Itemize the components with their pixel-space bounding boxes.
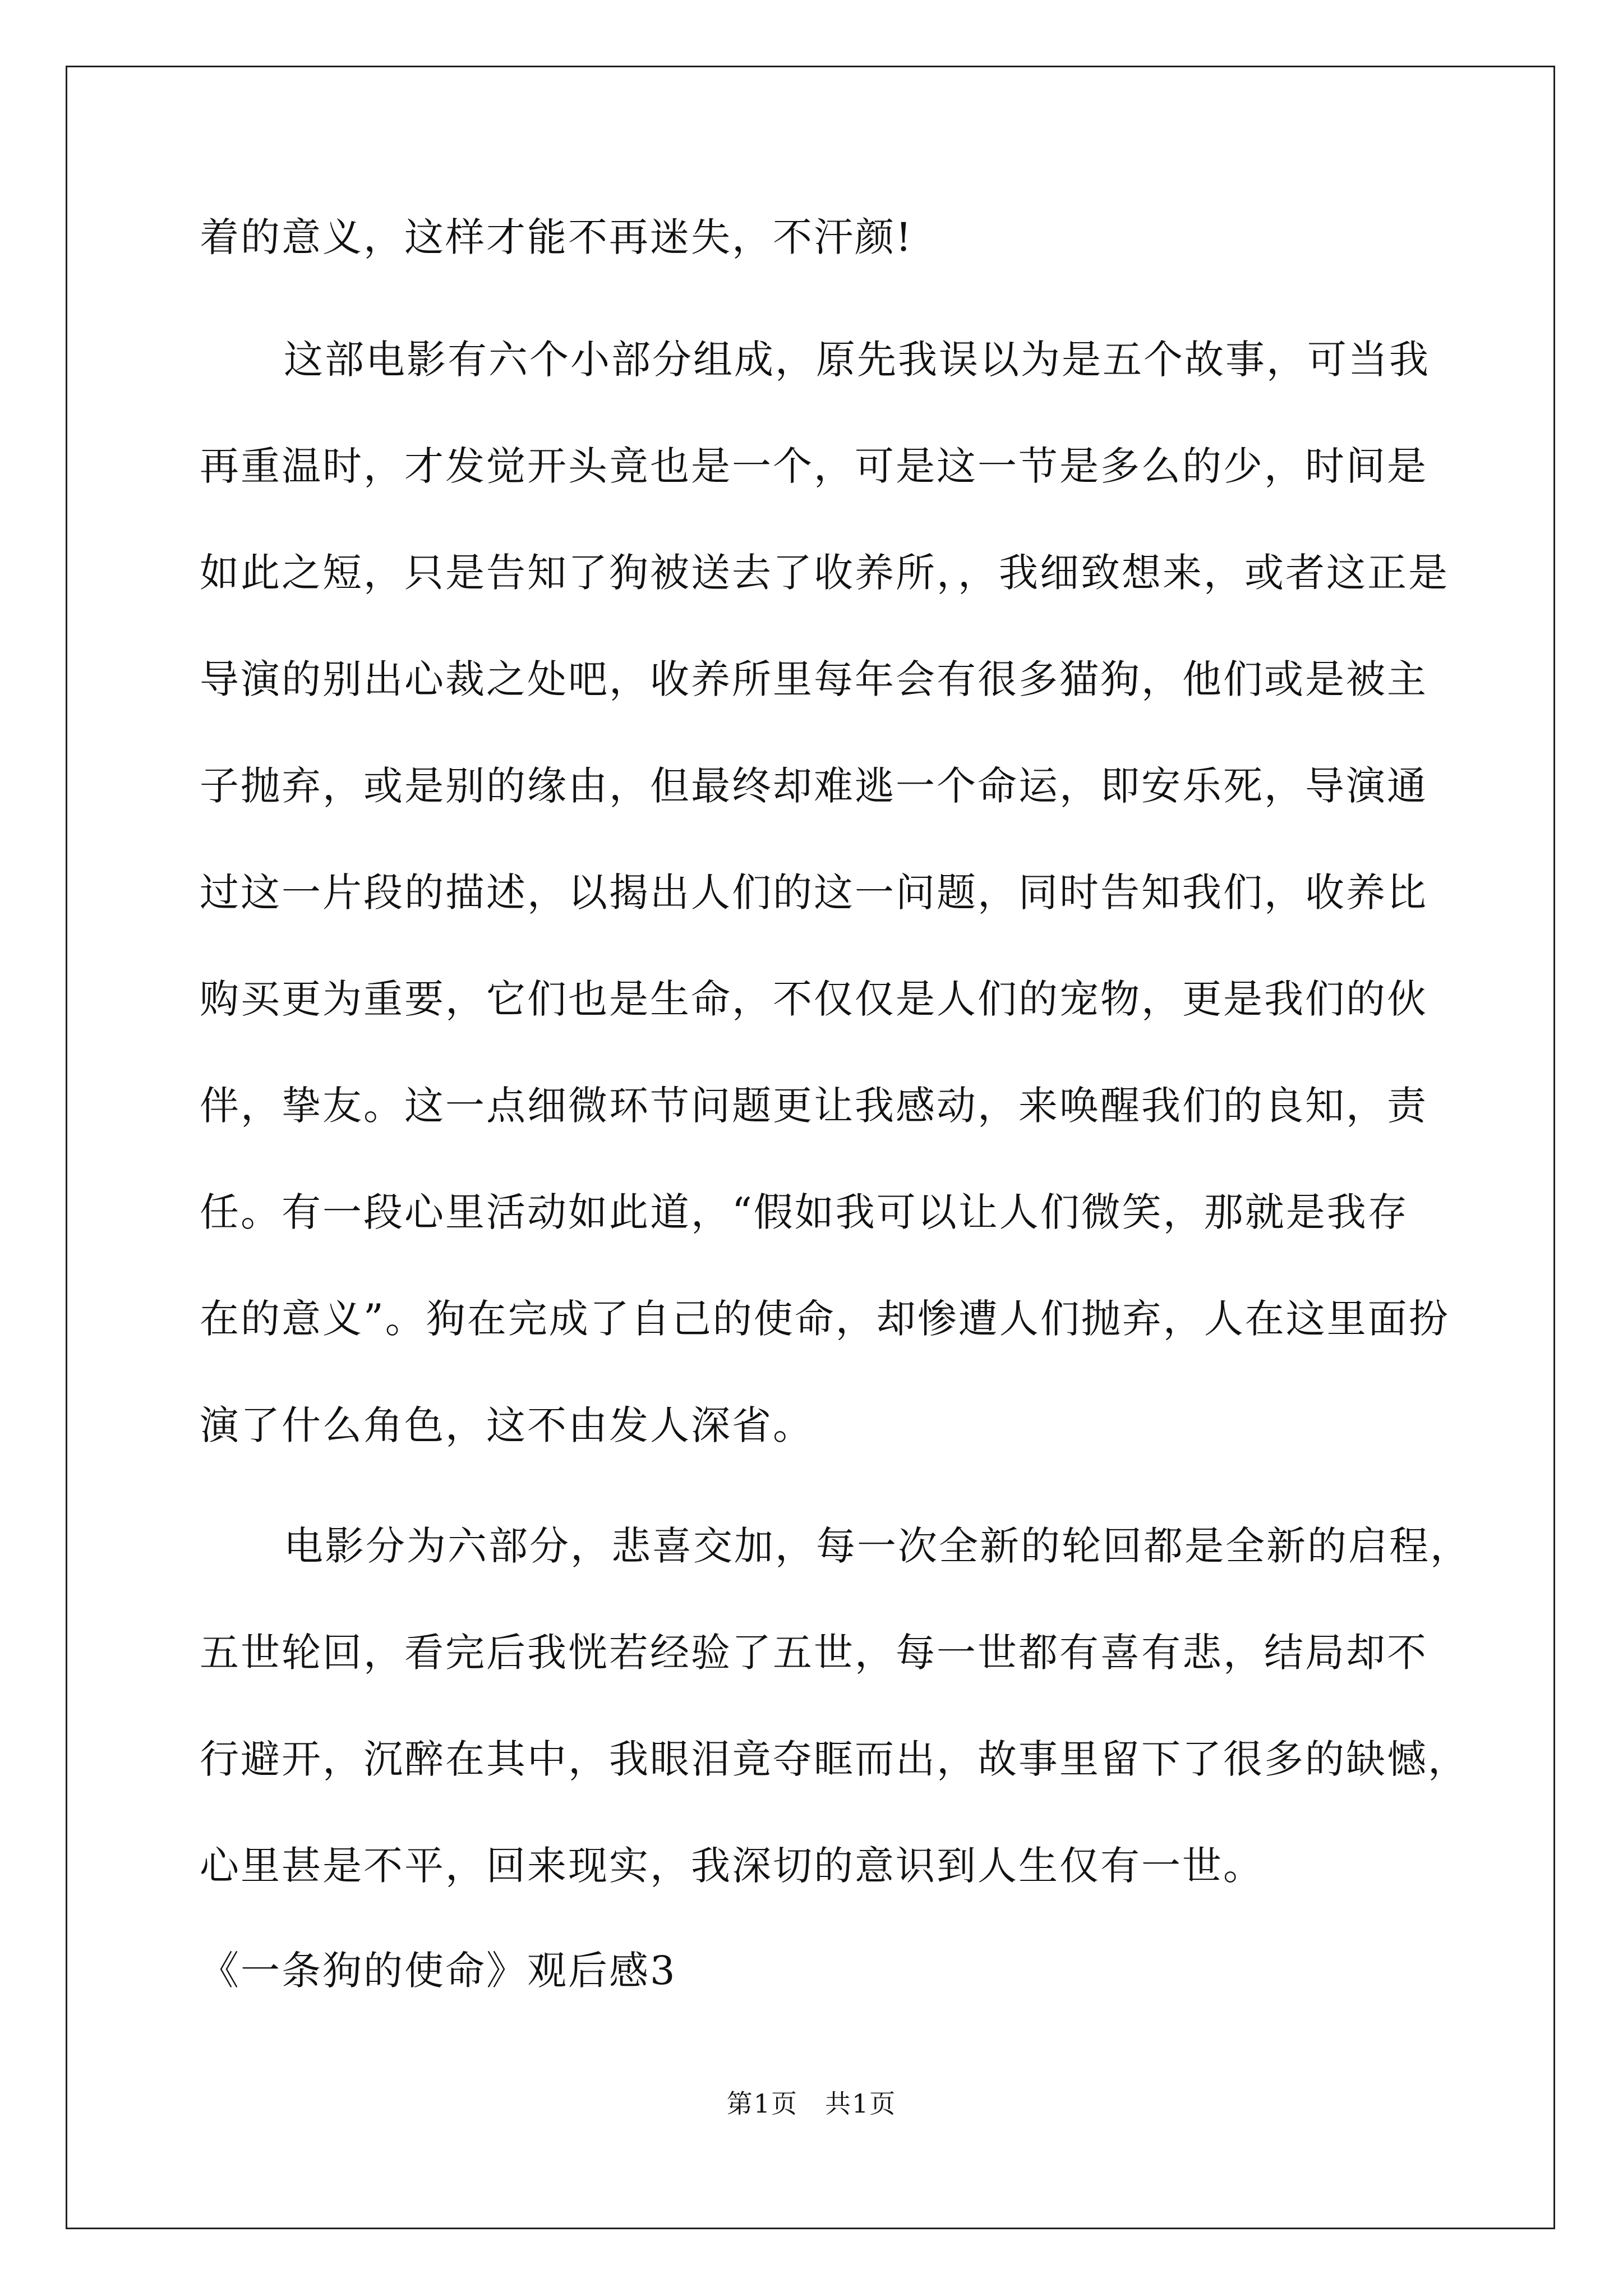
paragraph-line: 子抛弃，或是别的缘由，但最终却难逃一个命运，即安乐死，导演通: [200, 763, 1428, 809]
paragraph-line: 如此之短，只是告知了狗被送去了收养所，，我细致想来，或者这正是: [200, 550, 1449, 596]
paragraph-line: 电影分为六部分，悲喜交加，每一次全新的轮回都是全新的启程，: [284, 1523, 1471, 1569]
paragraph-line: 再重温时，才发觉开头竟也是一个，可是这一节是多么的少，时间是: [200, 443, 1428, 489]
paragraph-line: 伴，挚友。这一点细微环节问题更让我感动，来唤醒我们的良知，责: [200, 1083, 1428, 1129]
paragraph-line: 过这一片段的描述，以揭出人们的这一问题，同时告知我们，收养比: [200, 869, 1428, 915]
paragraph-line: 任。有一段心里活动如此道，“假如我可以让人们微笑，那就是我存: [200, 1189, 1409, 1235]
paragraph-line: 着的意义，这样才能不再迷失，不汗颜!: [200, 214, 914, 260]
page-border: [66, 66, 1555, 2229]
paragraph-line: 这部电影有六个小部分组成，原先我误以为是五个故事，可当我: [284, 337, 1430, 383]
paragraph-line: 五世轮回，看完后我恍若经验了五世，每一世都有喜有悲，结局却不: [200, 1630, 1428, 1676]
paragraph-line: 导演的别出心裁之处吧，收养所里每年会有很多猫狗，他们或是被主: [200, 656, 1428, 702]
paragraph-line: 行避开，沉醉在其中，我眼泪竟夺眶而出，故事里留下了很多的缺憾，: [200, 1736, 1469, 1782]
paragraph-line: 在的意义”。狗在完成了自己的使命，却惨遭人们抛弃，人在这里面扮: [200, 1296, 1450, 1342]
page-footer: 第1页 共1页: [726, 2088, 897, 2119]
paragraph-line: 购买更为重要，它们也是生命，不仅仅是人们的宠物，更是我们的伙: [200, 976, 1428, 1022]
paragraph-line: 演了什么角色，这不由发人深省。: [200, 1402, 814, 1448]
paragraph-line: 心里甚是不平，回来现实，我深切的意识到人生仅有一世。: [200, 1843, 1264, 1889]
section-heading: 《一条狗的使命》观后感3: [200, 1948, 677, 1994]
